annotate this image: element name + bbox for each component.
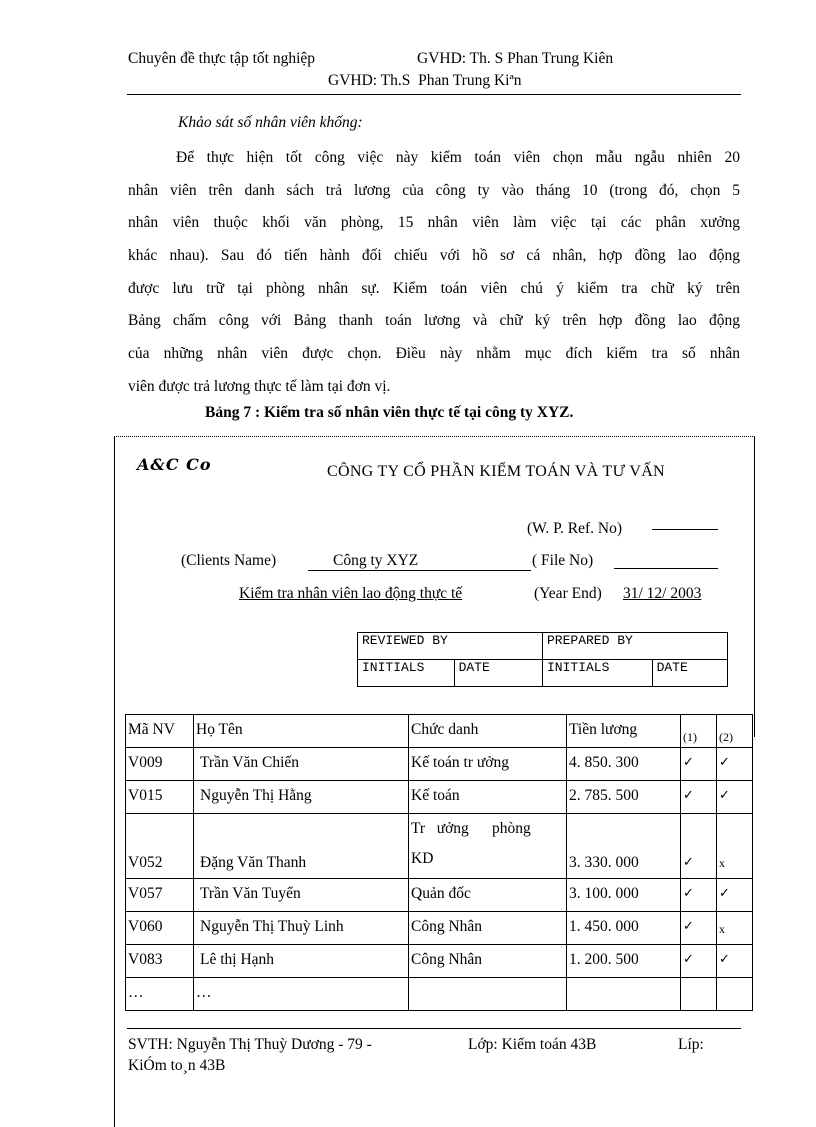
- prepared-initials-cell: INITIALS: [543, 660, 653, 687]
- employee-id: V009: [126, 748, 194, 781]
- form-frame-left: [114, 437, 115, 1127]
- company-name: CÔNG TY CỔ PHẦN KIỂM TOÁN VÀ TƯ VẤN: [327, 463, 665, 480]
- employee-id: V052: [126, 814, 194, 879]
- employee-title: [409, 814, 567, 879]
- table-row: [126, 912, 753, 945]
- employee-id: V060: [126, 912, 194, 945]
- col-header-check-2: (2): [717, 715, 753, 748]
- employee-title-line2: KD: [411, 850, 434, 867]
- employee-title: Công Nhân: [409, 945, 567, 978]
- year-end-label: (Year End): [534, 585, 602, 602]
- header-advisor: GVHD: Th. S Phan Trung Kiên: [417, 50, 614, 67]
- company-logo: A&C Co: [137, 455, 212, 474]
- header-course-title: Chuyên đề thực tập tốt nghiệp: [128, 50, 316, 67]
- empty-cell: [409, 978, 567, 1011]
- file-no-label: ( File No): [532, 552, 594, 569]
- employee-name: Nguyễn Thị Thuỳ Linh: [194, 912, 409, 945]
- footer-class: Lớp: Kiểm toán 43B: [468, 1036, 597, 1053]
- employee-id: V057: [126, 879, 194, 912]
- check-mark-icon: ✓: [681, 912, 717, 945]
- employee-id: V015: [126, 781, 194, 814]
- employee-name: Lê thị Hạnh: [194, 945, 409, 978]
- employee-id: V083: [126, 945, 194, 978]
- year-end-value: 31/ 12/ 2003: [623, 585, 702, 602]
- file-no-line: [614, 568, 718, 569]
- col-header-name: Họ Tên: [194, 715, 409, 748]
- employee-salary: 3. 100. 000: [567, 879, 681, 912]
- ellipsis-cell: …: [126, 978, 194, 1011]
- table-row: [126, 945, 753, 978]
- prepared-date-cell: DATE: [652, 660, 727, 687]
- form-frame-right: [754, 437, 755, 737]
- table-row: [126, 748, 753, 781]
- employee-title: Quản đốc: [409, 879, 567, 912]
- employee-salary: 1. 450. 000: [567, 912, 681, 945]
- check-mark-icon: ✓: [717, 781, 753, 814]
- empty-cell: [717, 978, 753, 1011]
- table-row: [126, 879, 753, 912]
- footer-garbled-class: KiÓm to¸n 43B: [128, 1057, 226, 1074]
- check-mark-icon: ✓: [717, 945, 753, 978]
- employee-table: [125, 714, 753, 1011]
- wp-ref-line: [652, 529, 718, 530]
- employee-title: Kế toán: [409, 781, 567, 814]
- check-mark-icon: ✓: [681, 945, 717, 978]
- col-header-title: Chức danh: [409, 715, 567, 748]
- header-advisor-garbled: GVHD: Th.S Phan Trung Kiªn: [328, 72, 522, 89]
- audit-subject: Kiểm tra nhân viên lao động thực tế: [239, 585, 463, 602]
- employee-name: Đặng Văn Thanh: [194, 814, 409, 879]
- section-heading: Khảo sát số nhân viên khống:: [178, 114, 363, 131]
- wp-ref-label: (W. P. Ref. No): [527, 520, 623, 537]
- reviewed-by-cell: REVIEWED BY: [358, 633, 543, 660]
- paragraph-line: khác nhau). Sau đó tiến hành đối chiếu với hồ sơ cá nhân, hợp đồng lao động: [128, 247, 740, 265]
- employee-salary: 3. 330. 000: [567, 814, 681, 879]
- check-mark-icon: ✓: [717, 748, 753, 781]
- paragraph-line: của những nhân viên được chọn. Điều này nhằm mục đích kiểm tra số nhân: [128, 345, 740, 363]
- footer-garbled-label: Líp:: [678, 1036, 704, 1053]
- employee-title-line1: Tr ưởng phòng: [411, 820, 531, 837]
- col-header-id: Mã NV: [126, 715, 194, 748]
- employee-salary: 1. 200. 500: [567, 945, 681, 978]
- employee-name: Nguyễn Thị Hằng: [194, 781, 409, 814]
- reviewed-initials-cell: INITIALS: [358, 660, 455, 687]
- paragraph-line: Bảng chấm công với Bảng thanh toán lương và chữ ký trên hợp đồng lao động: [128, 312, 740, 330]
- employee-title: Kế toán tr ưởng: [409, 748, 567, 781]
- ellipsis-cell: …: [194, 978, 409, 1011]
- table-row: [126, 978, 753, 1011]
- client-name-underline: [308, 570, 531, 571]
- form-frame-top: [114, 436, 755, 437]
- employee-title: Công Nhân: [409, 912, 567, 945]
- paragraph-line: Để thực hiện tốt công việc này kiểm toán viên chọn mẫu ngẫu nhiên 20: [176, 149, 740, 166]
- paragraph-line: nhân viên trên danh sách trả lương của công ty vào tháng 10 (trong đó, chọn 5: [128, 181, 740, 199]
- review-table: [357, 632, 728, 687]
- clients-name-label: (Clients Name): [181, 552, 277, 569]
- header-rule: [127, 94, 741, 95]
- footer-student: SVTH: Nguyễn Thị Thuỳ Dương - 79 -: [128, 1036, 372, 1053]
- employee-name: Trần Văn Chiến: [194, 748, 409, 781]
- check-mark-icon: ✓: [717, 879, 753, 912]
- client-name-value: Công ty XYZ: [333, 552, 419, 569]
- reviewed-date-cell: DATE: [454, 660, 542, 687]
- x-mark-icon: x: [717, 912, 753, 945]
- employee-name: Trần Văn Tuyển: [194, 879, 409, 912]
- employee-salary: 2. 785. 500: [567, 781, 681, 814]
- table-caption: Bảng 7 : Kiểm tra số nhân viên thực tế tại công ty XYZ.: [205, 404, 574, 421]
- paragraph-line: nhân viên thuộc khối văn phòng, 15 nhân viên làm việc tại các phân xưởng: [128, 214, 740, 232]
- employee-salary: 4. 850. 300: [567, 748, 681, 781]
- table-header-row: [126, 715, 753, 748]
- paragraph-line: được lưu trữ tại phòng nhân sự. Kiểm toán viên chú ý kiểm tra chữ ký trên: [128, 279, 740, 297]
- empty-cell: [681, 978, 717, 1011]
- table-row: [126, 781, 753, 814]
- x-mark-icon: x: [717, 814, 753, 879]
- table-row: [126, 814, 753, 879]
- check-mark-icon: ✓: [681, 781, 717, 814]
- empty-cell: [567, 978, 681, 1011]
- prepared-by-cell: PREPARED BY: [543, 633, 728, 660]
- paragraph-line: viên được trả lương thực tế làm tại đơn vị.: [128, 377, 391, 395]
- col-header-check-1: (1): [681, 715, 717, 748]
- check-mark-icon: ✓: [681, 748, 717, 781]
- check-mark-icon: ✓: [681, 879, 717, 912]
- footer-rule: [127, 1028, 741, 1029]
- body-paragraph: [128, 142, 740, 404]
- col-header-salary: Tiền lương: [567, 715, 681, 748]
- check-mark-icon: ✓: [681, 814, 717, 879]
